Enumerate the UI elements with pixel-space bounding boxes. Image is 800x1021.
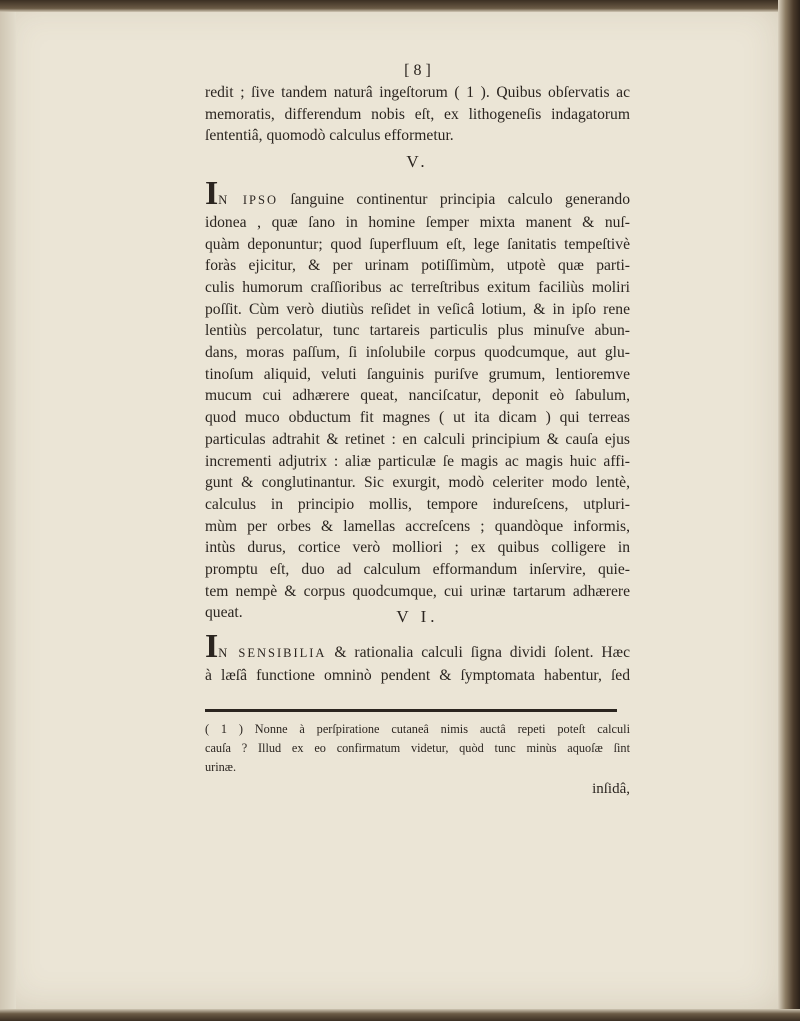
page-left-edge (0, 12, 16, 1009)
text-line: à læſâ functione omninò pendent & ſymptomata habentur, ſed (205, 666, 630, 684)
text-line: calculus in principio mollis, tempore indureſcens, utpluri- (205, 495, 630, 513)
text-line: quàm deponuntur; quod ſuperfluum eſt, lege ſanitatis tempeſtivè (205, 235, 630, 253)
text-line: mùm per orbes & lamellas accreſcens ; quandòque informis, (205, 517, 630, 535)
text-line: lentiùs percolatur, tunc tartareis particulis plus minuſve abun- (205, 322, 630, 340)
text-fragment: ſanguine continentur principia calculo generando (277, 191, 630, 209)
text-fragment: & rationalia calculi ſigna dividi ſolent. Hæc (326, 644, 630, 662)
drop-cap: I (205, 628, 219, 666)
text-line: particulas adtrahit & retinet : en calculi principium & cauſa ejus (205, 430, 630, 448)
section-v-paragraph (205, 175, 630, 624)
footnote-line: ( 1 ) Nonne à perſpiratione cutaneâ nimis auctâ repeti poteſt calculi (205, 721, 630, 736)
text-line: idonea , quæ ſano in homine ſemper mixta manent & nuſ- (205, 213, 630, 231)
text-line: mucum cui adhærere queat, nanciſcatur, deponit eò ſabulum, (205, 387, 630, 405)
drop-cap: I (205, 175, 219, 213)
footnote (205, 720, 630, 777)
section-heading-vi: V I. (396, 607, 439, 627)
catchword: inſidâ, (592, 780, 630, 797)
text-line: gunt & conglutinantur. Sic exurgit, modò celeriter modo lentè, (205, 474, 630, 492)
footnote-line: urinæ. (205, 759, 237, 774)
text-line: tem nempè & corpus quodcumque, cui urinæ tartarum adhærere (205, 582, 630, 600)
text-line: queat. (205, 604, 243, 622)
book-top-edge (0, 0, 800, 12)
text-line (205, 628, 630, 666)
text-line: memoratis, differendum nobis eſt, ex lithogeneſis indagatorum (205, 105, 630, 123)
lead-words: N SENSIBILIA (218, 646, 327, 661)
text-line: tinoſum aliquid, veluti ſanguinis puriſve grumum, lentioremve (205, 365, 630, 383)
lead-words: N IPSO (218, 193, 278, 208)
text-line: incrementi adjutrix : aliæ particulæ ſe magis ac magis huic affi- (205, 452, 630, 470)
page-content (205, 60, 630, 798)
text-line: promptu eſt, duo ad calculum efformandum inſervire, quie- (205, 561, 630, 579)
footnote-rule (205, 709, 617, 712)
text-line: ſententiâ, quomodò calculus efformetur. (205, 127, 454, 145)
text-line (205, 175, 630, 213)
section-heading-v: V. (406, 152, 429, 172)
text-line: poſſit. Cùm verò diutiùs reſidet in veſicâ lotium, & in ipſo rene (205, 300, 630, 318)
book-bottom-edge (0, 1009, 800, 1021)
footnote-line: cauſa ? Illud ex eo confirmatum videtur, quòd tunc minùs aquoſæ ſint (205, 740, 630, 755)
page-number: [ 8 ] (404, 62, 431, 79)
text-line: culis humorum craſſioribus ac terreſtribus exitum faciliùs moliri (205, 278, 630, 296)
text-line: quod muco obductum fit magnes ( ut ita dicam ) qui terreas (205, 409, 630, 427)
text-line: dans, moras paſſum, ſi inſolubile corpus quodcumque, aut glu- (205, 344, 630, 362)
intro-paragraph (205, 82, 630, 147)
text-line: foràs ejicitur, & per urinam potiſſimùm, utpotè quæ parti- (205, 257, 630, 275)
section-vi-paragraph (205, 628, 630, 686)
text-line: intùs durus, cortice verò molliori ; ex quibus colligere in (205, 539, 630, 557)
book-spine-edge (778, 0, 800, 1021)
text-line: redit ; ſive tandem naturâ ingeſtorum ( 1 ). Quibus obſervatis ac (205, 84, 630, 101)
